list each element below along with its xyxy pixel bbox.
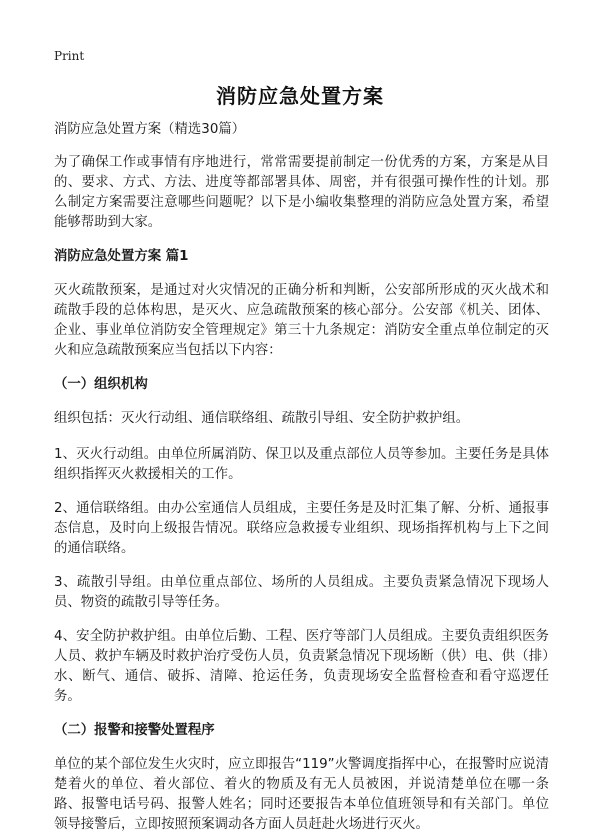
org-item-communication: 2、通信联络组。由办公室通信人员组成，主要任务是及时汇集了解、分析、通报事态信息，及时向上级报告情况。联络应急救援专业组织、现场指挥机构与上下之间的通信联络。: [54, 501, 549, 556]
org-item-evacuation: 3、疏散引导组。由单位重点部位、场所的人员组成。主要负责紧急情况下现场人员、物资的疏散引导等任务。: [54, 575, 549, 610]
org-intro-paragraph: 组织包括：灭火行动组、通信联络组、疏散引导组、安全防护救护组。: [54, 411, 470, 426]
alarm-procedure-paragraph: 单位的某个部位发生火灾时，应立即报告“119”火警调度指挥中心，在报警时应说清楚着火的单位、着火部位、着火的物质及有无人员被困，并说清楚单位在哪一条路、报警电话号码、报警人姓名；同时还要报告本单位值班领导和有关部门。单位领导接警后，立即按照预案调动各方面人员赶赴火场进行灭火。: [54, 757, 549, 832]
print-link[interactable]: Print: [54, 49, 85, 63]
document-subtitle: 消防应急处置方案（精选30篇）: [54, 122, 246, 137]
org-structure-heading: （一）组织机构: [54, 377, 148, 392]
org-item-safety-rescue: 4、安全防护救护组。由单位后勤、工程、医疗等部门人员组成。主要负责组织医务人员、救护车辆及时救护治疗受伤人员，负责紧急情况下现场断（供）电、供（排）水、断气、通信、破拆、清障、抢运任务，负责现场安全监督检查和看守巡逻任务。: [54, 629, 549, 704]
section-heading-1: 消防应急处置方案 篇1: [54, 249, 189, 264]
page-title: 消防应急处置方案: [216, 84, 384, 108]
section-1-paragraph: 灭火疏散预案，是通过对火灾情况的正确分析和判断，公安部所形成的灭火战术和疏散手段的总体构思，是灭火、应急疏散预案的核心部分。公安部《机关、团体、企业、事业单位消防安全管理规定》第三十九条规定：消防安全重点单位制定的灭火和应急疏散预案应当包括以下内容：: [54, 283, 549, 358]
document-body: [54, 120, 549, 835]
intro-paragraph: 为了确保工作或事情有序地进行，常常需要提前制定一份优秀的方案，方案是从目的、要求、方式、方法、进度等都部署具体、周密，并有很强可操作性的计划。那么制定方案需要注意哪些问题呢？以下是小编收集整理的消防应急处置方案，希望能够帮助到大家。: [54, 155, 549, 230]
alarm-procedure-heading: （二）报警和接警处置程序: [54, 723, 215, 738]
org-item-firefighting: 1、灭火行动组。由单位所属消防、保卫以及重点部位人员等参加。主要任务是具体组织指挥灭火救援相关的工作。: [54, 447, 549, 482]
